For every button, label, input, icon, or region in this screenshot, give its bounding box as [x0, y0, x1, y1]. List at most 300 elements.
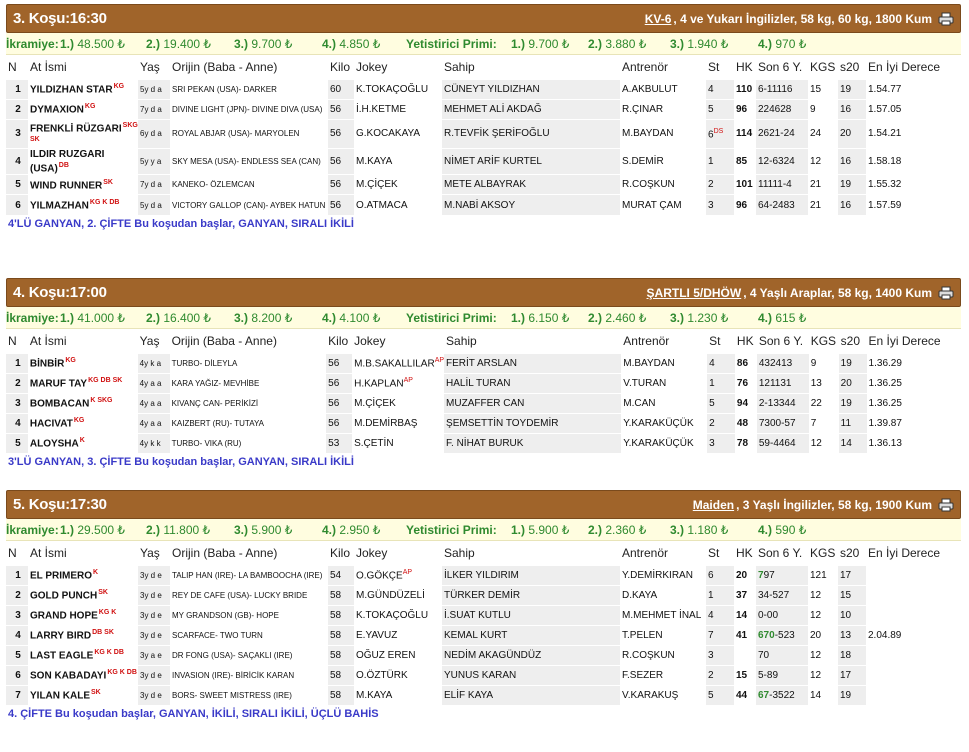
- kgs: 9: [809, 353, 839, 373]
- column-header[interactable]: Kilo: [328, 333, 349, 348]
- trainer: Y.KARAKÜÇÜK: [621, 413, 707, 433]
- horse-age: 4y k k: [138, 433, 170, 453]
- kgs: 22: [809, 393, 839, 413]
- horse-weight: 56: [328, 99, 354, 119]
- handicap-points: 48: [735, 413, 757, 433]
- start-position: 3: [706, 195, 734, 215]
- prize-value: 4.) 2.950 ₺: [322, 522, 381, 537]
- last-six-races: 59-4464: [757, 433, 809, 453]
- handicap-points: 37: [734, 585, 756, 605]
- horse-weight: 56: [326, 373, 352, 393]
- table-row[interactable]: [6, 605, 961, 625]
- horse-age: 7y d a: [138, 99, 170, 119]
- horse-name[interactable]: $YILMAZHAN^{KG K DB}$: [28, 195, 138, 215]
- horse-number: 7: [6, 685, 28, 705]
- prize-value: 3.) 9.700 ₺: [234, 36, 293, 51]
- table-row[interactable]: [6, 195, 961, 215]
- handicap-points: 15: [734, 665, 756, 685]
- best-time: 1.57.59: [866, 195, 961, 215]
- last-six-races: 2-13344: [757, 393, 809, 413]
- last-six-races: 432413: [757, 353, 809, 373]
- race-info: [645, 12, 954, 26]
- horse-tags: KG DB SK: [88, 376, 123, 384]
- last-six-races: 6-11116: [756, 79, 808, 99]
- kgs: 12: [808, 585, 838, 605]
- horse-age: 4y a a: [138, 413, 170, 433]
- race-info: [647, 286, 954, 300]
- start-tag: DS: [713, 127, 724, 135]
- kgs: 15: [808, 79, 838, 99]
- horse-tags: KG: [65, 356, 76, 364]
- column-header[interactable]: Son 6 Y.: [758, 333, 804, 348]
- horse-weight: 58: [328, 665, 354, 685]
- handicap-points: 96: [734, 195, 756, 215]
- owner: CÜNEYT YILDIZHAN: [442, 79, 620, 99]
- horse-number: 2: [6, 99, 28, 119]
- trainer: V.TURAN: [621, 373, 707, 393]
- trainer: M.BAYDAN: [620, 119, 706, 149]
- horse-origin: KARA YAĞIZ- MEVHİBE: [170, 373, 327, 393]
- jockey[interactable]: K.TOKAÇOĞLU: [354, 79, 442, 99]
- column-header[interactable]: N: [8, 333, 17, 348]
- horse-origin: MY GRANDSON (GB)- HOPE: [170, 605, 328, 625]
- race-title: 4. Koşu:17:00: [13, 284, 107, 301]
- owner: METE ALBAYRAK: [442, 175, 620, 195]
- trainer: Y.DEMİRKIRAN: [620, 565, 706, 585]
- horse-tags: KG: [73, 416, 85, 424]
- horse-name[interactable]: $BOMBACAN^{K SKG}$: [28, 393, 138, 413]
- owner: ŞEMSETTİN TOYDEMİR: [444, 413, 621, 433]
- jockey[interactable]: O.ATMACA: [354, 195, 442, 215]
- column-header[interactable]: s20: [840, 545, 860, 560]
- table-row[interactable]: [6, 565, 961, 585]
- column-header[interactable]: Antrenör: [622, 59, 669, 74]
- owner: HALİL TURAN: [444, 373, 621, 393]
- horse-number: 2: [6, 585, 28, 605]
- horse-origin: TALIP HAN (IRE)- LA BAMBOOCHA (IRE): [170, 565, 328, 585]
- trainer: R.COŞKUN: [620, 645, 706, 665]
- horse-weight: 60: [328, 79, 354, 99]
- jockey[interactable]: K.TOKAÇOĞLU: [354, 605, 442, 625]
- horse-weight: 58: [328, 645, 354, 665]
- horse-origin: BORS- SWEET MISTRESS (IRE): [170, 685, 328, 705]
- last-six-races: 67-3522: [756, 685, 808, 705]
- jockey[interactable]: $M.B.SAKALLILAR^{AP}$: [352, 353, 444, 373]
- horse-tags: SK: [98, 588, 108, 596]
- horse-tags: K: [93, 568, 99, 576]
- start-position: 4: [706, 605, 734, 625]
- horse-weight: 58: [328, 605, 354, 625]
- column-header[interactable]: Sahip: [446, 333, 477, 348]
- kgs: 12: [808, 645, 838, 665]
- start-position: 1: [706, 149, 734, 175]
- column-header[interactable]: En İyi Derece: [868, 333, 941, 348]
- horse-weight: 54: [328, 565, 354, 585]
- prize-value: 1.) 9.700 ₺: [511, 36, 570, 51]
- start-position: 5: [706, 685, 734, 705]
- jockey[interactable]: $H.KAPLAN^{AP}$: [352, 373, 444, 393]
- horse-weight: 58: [328, 585, 354, 605]
- column-header[interactable]: Son 6 Y.: [758, 545, 803, 560]
- s20: 17: [838, 565, 866, 585]
- horse-name[interactable]: $BİNBİR^{KG}$: [28, 353, 138, 373]
- printer-icon[interactable]: [938, 498, 954, 512]
- jockey[interactable]: E.YAVUZ: [354, 625, 442, 645]
- best-time: 1.54.77: [866, 79, 961, 99]
- best-time: [866, 605, 961, 625]
- horse-age: 3y a e: [138, 645, 170, 665]
- column-header[interactable]: HK: [736, 333, 754, 348]
- trainer: MURAT ÇAM: [620, 195, 706, 215]
- last-six-races: 0-00: [756, 605, 808, 625]
- column-header[interactable]: St: [708, 59, 720, 74]
- start-position: 7: [706, 625, 734, 645]
- bet-types: 4'LÜ GANYAN, 2. ÇİFTE Bu koşudan başlar, GANYAN, SIRALI İKİLİ: [8, 217, 354, 230]
- trainer: M.MEHMET İNAL: [620, 605, 706, 625]
- horse-name[interactable]: LAST $EAGLE^{KG K DB}$: [28, 645, 138, 665]
- table-row[interactable]: [6, 119, 961, 149]
- horse-origin: ROYAL ABJAR (USA)- MARYOLEN: [170, 119, 328, 149]
- handicap-points: 41: [734, 625, 756, 645]
- handicap-points: 114: [734, 119, 756, 149]
- kgs: 121: [808, 565, 838, 585]
- s20: 16: [838, 149, 866, 175]
- s20: 19: [838, 685, 866, 705]
- last-six-races: 11111-4: [756, 175, 808, 195]
- table-row[interactable]: [6, 99, 961, 119]
- column-header[interactable]: HK: [736, 545, 753, 560]
- race-block: [6, 4, 961, 233]
- column-header[interactable]: St: [709, 333, 721, 348]
- last-six-races: 224628: [756, 99, 808, 119]
- horse-name[interactable]: YILAN $KALE^{SK}$: [28, 685, 138, 705]
- trainer: M.CAN: [621, 393, 707, 413]
- table-row[interactable]: [6, 585, 961, 605]
- jockey[interactable]: M.DEMİRBAŞ: [352, 413, 444, 433]
- prize-value: 2.) 19.400 ₺: [146, 36, 212, 51]
- prize-value: 4.) 970 ₺: [758, 36, 807, 51]
- best-time: 1.39.87: [867, 413, 961, 433]
- best-time: 2.04.89: [866, 625, 961, 645]
- race-condition-link[interactable]: ŞARTLI 5/DHÖW: [646, 285, 742, 300]
- jockey[interactable]: M.KAYA: [354, 149, 442, 175]
- prize-value: 2.) 2.360 ₺: [588, 522, 647, 537]
- column-header[interactable]: Jokey: [354, 333, 386, 348]
- prize-label: Yetistirici Primi:: [406, 522, 497, 537]
- horse-age: 4y a a: [138, 373, 170, 393]
- best-time: [866, 645, 961, 665]
- s20: 13: [838, 625, 866, 645]
- horse-origin: KAIZBERT (RU)- TUTAYA: [170, 413, 327, 433]
- column-header[interactable]: At İsmi: [30, 59, 67, 74]
- horse-age: 3y d e: [138, 625, 170, 645]
- horse-weight: 56: [328, 119, 354, 149]
- race-header: [6, 4, 961, 33]
- column-header[interactable]: Yaş: [140, 59, 160, 74]
- table-row[interactable]: [6, 373, 961, 393]
- column-header[interactable]: Jokey: [356, 545, 388, 560]
- horse-number: 6: [6, 195, 28, 215]
- best-time: 1.55.32: [866, 175, 961, 195]
- race-header: [6, 490, 961, 519]
- bet-types: 4. ÇİFTE Bu koşudan başlar, GANYAN, İKİLİ, SIRALI İKİLİ, ÜÇLÜ BAHİS: [8, 708, 379, 720]
- horse-number: 3: [6, 605, 28, 625]
- owner: İLKER YILDIRIM: [442, 565, 620, 585]
- column-header[interactable]: N: [8, 545, 17, 560]
- handicap-points: 96: [734, 99, 756, 119]
- column-header[interactable]: Orijin (Baba - Anne): [172, 545, 278, 560]
- horse-tags: KG K DB: [107, 668, 137, 676]
- table-header: [6, 541, 961, 565]
- s20: 18: [838, 645, 866, 665]
- prize-value: 3.) 1.230 ₺: [670, 310, 729, 325]
- column-header[interactable]: KGS: [810, 545, 836, 560]
- best-time: 1.36.13: [867, 433, 961, 453]
- horse-table: [6, 329, 961, 453]
- table-row[interactable]: [6, 433, 961, 453]
- horse-age: 7y d a: [138, 175, 170, 195]
- last-six-races: 2621-24: [756, 119, 808, 149]
- best-time: 1.54.21: [866, 119, 961, 149]
- horse-origin: VICTORY GALLOP (CAN)- AYBEK HATUN: [170, 195, 328, 215]
- owner: R.TEVFİK ŞERİFOĞLU: [442, 119, 620, 149]
- best-time: [866, 685, 961, 705]
- horse-origin: KIVANÇ CAN- PERİKİZİ: [170, 393, 327, 413]
- horse-name[interactable]: EL $PRIMERO^K$: [28, 565, 138, 585]
- prize-value: 3.) 5.900 ₺: [234, 522, 293, 537]
- horse-weight: 56: [328, 175, 354, 195]
- s20: 19: [839, 393, 867, 413]
- prize-label: Yetistirici Primi:: [406, 310, 497, 325]
- column-header[interactable]: En İyi Derece: [868, 545, 941, 560]
- horse-name[interactable]: LARRY $BIRD^{DB SK}$: [28, 625, 138, 645]
- s20: 16: [838, 99, 866, 119]
- jockey[interactable]: $O.GÖKÇE^{AP}$: [354, 565, 442, 585]
- horse-weight: 56: [326, 413, 352, 433]
- prize-value: 1.) 41.000 ₺: [60, 310, 126, 325]
- kgs: 21: [808, 175, 838, 195]
- horse-name[interactable]: YILDIZHAN $STAR^{KG}$: [28, 79, 138, 99]
- owner: M.NABİ AKSOY: [442, 195, 620, 215]
- owner: MUZAFFER CAN: [444, 393, 621, 413]
- best-time: 1.58.18: [866, 149, 961, 175]
- horse-origin: SRI PEKAN (USA)- DARKER: [170, 79, 328, 99]
- kgs: 12: [808, 665, 838, 685]
- owner: ELİF KAYA: [442, 685, 620, 705]
- horse-name[interactable]: $HACIVAT^{KG}$: [28, 413, 138, 433]
- horse-weight: 56: [328, 195, 354, 215]
- column-header[interactable]: KGS: [810, 59, 836, 74]
- horse-name[interactable]: $ALOYSHA^K$: [28, 433, 138, 453]
- kgs: 13: [809, 373, 839, 393]
- jockey[interactable]: M.ÇİÇEK: [352, 393, 444, 413]
- best-time: 1.36.25: [867, 393, 961, 413]
- jockey[interactable]: M.KAYA: [354, 685, 442, 705]
- kgs: 12: [808, 149, 838, 175]
- column-header[interactable]: Yaş: [139, 333, 160, 348]
- column-header[interactable]: At İsmi: [29, 333, 67, 348]
- printer-icon[interactable]: [938, 286, 954, 300]
- horse-name[interactable]: GOLD $PUNCH^{SK}$: [28, 585, 138, 605]
- horse-origin: TURBO- DİLEYLA: [170, 353, 327, 373]
- column-header[interactable]: Sahip: [444, 545, 475, 560]
- owner: NEDİM AKAGÜNDÜZ: [442, 645, 620, 665]
- handicap-points: [734, 645, 756, 665]
- table-row[interactable]: [6, 353, 961, 373]
- race-condition-link[interactable]: Maiden: [692, 497, 735, 512]
- horse-weight: 53: [326, 433, 352, 453]
- prize-value: 2.) 16.400 ₺: [146, 310, 212, 325]
- table-row[interactable]: [6, 79, 961, 99]
- horse-tags: DB: [58, 162, 69, 170]
- prize-value: 1.) 29.500 ₺: [60, 522, 126, 537]
- horse-name[interactable]: SON $KABADAYI^{KG K DB}$: [28, 665, 138, 685]
- start-position: 1: [706, 585, 734, 605]
- last-six-races: 5-89: [756, 665, 808, 685]
- handicap-points: 101: [734, 175, 756, 195]
- horse-name[interactable]: ILDIR RUZGARI (USA)$^{DB}$: [28, 149, 138, 175]
- trainer: D.KAYA: [620, 585, 706, 605]
- horse-table: [6, 55, 961, 215]
- race-info: [693, 498, 954, 512]
- kgs: 12: [808, 605, 838, 625]
- horse-weight: 56: [328, 149, 354, 175]
- prize-value: 2.) 2.460 ₺: [588, 310, 647, 325]
- table-row[interactable]: [6, 685, 961, 705]
- trainer: T.PELEN: [620, 625, 706, 645]
- column-header[interactable]: Jokey: [356, 59, 388, 74]
- prize-bar: [6, 307, 961, 329]
- column-header[interactable]: Antrenör: [622, 545, 669, 560]
- race-condition-link[interactable]: KV-6: [644, 11, 672, 26]
- jockey[interactable]: M.GÜNDÜZELİ: [354, 585, 442, 605]
- horse-origin: REY DE CAFE (USA)- LUCKY BRIDE: [170, 585, 328, 605]
- column-header[interactable]: s20: [840, 333, 860, 348]
- horse-tags: SKG SK: [30, 121, 138, 143]
- race-details: , 4 ve Yukarı İngilizler, 58 kg, 60 kg, 1800 Kum: [673, 11, 932, 26]
- prize-label: İkramiye:: [6, 522, 59, 537]
- owner: İ.SUAT KUTLU: [442, 605, 620, 625]
- table-row[interactable]: [6, 665, 961, 685]
- horse-age: 3y d e: [138, 685, 170, 705]
- column-header[interactable]: Sahip: [444, 59, 475, 74]
- column-header[interactable]: En İyi Derece: [868, 59, 941, 74]
- column-header[interactable]: s20: [840, 59, 860, 74]
- horse-name[interactable]: $DYMAXION^{KG}$: [28, 99, 138, 119]
- best-time: 1.36.29: [867, 353, 961, 373]
- horse-tags: K SKG: [90, 396, 113, 404]
- column-header[interactable]: Kilo: [330, 59, 351, 74]
- horse-number: 1: [6, 353, 28, 373]
- jockey[interactable]: İ.H.KETME: [354, 99, 442, 119]
- start-position: 2: [706, 175, 734, 195]
- kgs: 12: [809, 433, 839, 453]
- apprentice-tag: AP: [403, 376, 413, 384]
- horse-number: 5: [6, 175, 28, 195]
- handicap-points: 20: [734, 565, 756, 585]
- handicap-points: 86: [735, 353, 757, 373]
- printer-icon[interactable]: [938, 12, 954, 26]
- horse-origin: INVASION (IRE)- BİRİCİK KARAN: [170, 665, 328, 685]
- column-header[interactable]: Antrenör: [623, 333, 670, 348]
- column-header[interactable]: St: [708, 545, 720, 560]
- table-row[interactable]: [6, 175, 961, 195]
- column-header[interactable]: Orijin (Baba - Anne): [171, 333, 277, 348]
- trainer: Y.KARAKÜÇÜK: [621, 433, 707, 453]
- owner: MEHMET ALİ AKDAĞ: [442, 99, 620, 119]
- horse-number: 3: [6, 393, 28, 413]
- horse-tags: K: [79, 437, 85, 445]
- s20: 20: [838, 119, 866, 149]
- horse-weight: 56: [326, 353, 352, 373]
- prize-value: 1.) 6.150 ₺: [511, 310, 570, 325]
- kgs: 9: [808, 99, 838, 119]
- column-header[interactable]: KGS: [810, 333, 837, 348]
- horse-age: 3y d e: [138, 665, 170, 685]
- handicap-points: 85: [734, 149, 756, 175]
- kgs: 7: [809, 413, 839, 433]
- horse-name[interactable]: GRAND $HOPE^{KG K}$: [28, 605, 138, 625]
- column-header[interactable]: N: [8, 59, 17, 74]
- table-row[interactable]: [6, 413, 961, 433]
- start-position: 6: [706, 565, 734, 585]
- s20: 19: [838, 79, 866, 99]
- prize-value: 4.) 4.850 ₺: [322, 36, 381, 51]
- horse-name[interactable]: FRENKLİ $RÜZGARI^{SKG SK}$: [28, 119, 138, 149]
- horse-tags: KG: [84, 102, 96, 110]
- kgs: 14: [808, 685, 838, 705]
- jockey[interactable]: M.ÇİÇEK: [354, 175, 442, 195]
- jockey[interactable]: G.KOCAKAYA: [354, 119, 442, 149]
- jockey[interactable]: S.ÇETİN: [352, 433, 444, 453]
- best-time: [866, 665, 961, 685]
- owner: KEMAL KURT: [442, 625, 620, 645]
- horse-name[interactable]: MARUF $TAY^{KG DB SK}$: [28, 373, 138, 393]
- owner: F. NİHAT BURUK: [444, 433, 621, 453]
- race-details: , 4 Yaşlı Araplar, 58 kg, 1400 Kum: [743, 285, 932, 300]
- horse-origin: KANEKO- ÖZLEMCAN: [170, 175, 328, 195]
- prize-value: 3.) 1.180 ₺: [670, 522, 729, 537]
- owner: TÜRKER DEMİR: [442, 585, 620, 605]
- s20: 15: [838, 585, 866, 605]
- column-header[interactable]: HK: [736, 59, 753, 74]
- start-position: 5: [707, 393, 735, 413]
- table-row[interactable]: [6, 625, 961, 645]
- prize-value: 1.) 48.500 ₺: [60, 36, 126, 51]
- apprentice-tag: AP: [402, 568, 413, 576]
- s20: 17: [838, 665, 866, 685]
- horse-name[interactable]: WIND $RUNNER^{SK}$: [28, 175, 138, 195]
- column-header[interactable]: Son 6 Y.: [758, 59, 803, 74]
- race-title: 5. Koşu:17:30: [13, 496, 107, 513]
- s20: 19: [838, 175, 866, 195]
- table-row[interactable]: [6, 393, 961, 413]
- owner: NİMET ARİF KURTEL: [442, 149, 620, 175]
- prize-label: İkramiye:: [6, 310, 59, 325]
- jockey[interactable]: OĞUZ EREN: [354, 645, 442, 665]
- jockey[interactable]: O.ÖZTÜRK: [354, 665, 442, 685]
- table-row[interactable]: [6, 645, 961, 665]
- race-block: [6, 490, 961, 723]
- last-six-races: 64-2483: [756, 195, 808, 215]
- column-header[interactable]: At İsmi: [30, 545, 67, 560]
- column-header[interactable]: Yaş: [140, 545, 160, 560]
- column-header[interactable]: Kilo: [330, 545, 351, 560]
- column-header[interactable]: Orijin (Baba - Anne): [172, 59, 278, 74]
- s20: 20: [839, 373, 867, 393]
- start-position: 4: [706, 79, 734, 99]
- table-row[interactable]: [6, 149, 961, 175]
